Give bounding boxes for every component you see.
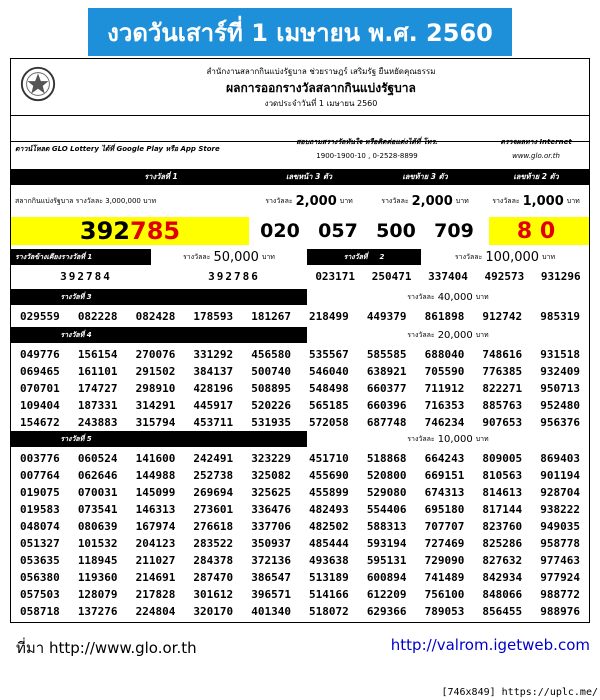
prize-number: 101532: [77, 536, 118, 550]
prize-number: 384137: [193, 364, 234, 378]
prize-number: 217828: [135, 587, 176, 601]
prize-number: 932409: [540, 364, 580, 378]
prize-number: 156154: [77, 347, 118, 361]
prize-number: 048074: [20, 519, 60, 533]
prize-number: 977924: [540, 570, 580, 584]
prize-number: 546040: [309, 364, 349, 378]
prize3-label: รางวัลที่ 3: [60, 292, 92, 301]
prize-number: 372136: [251, 553, 291, 567]
number-row: [11, 466, 589, 484]
back2-label: เลขท้าย 2 ตัว: [513, 172, 559, 181]
prize-number: 070031: [77, 485, 118, 499]
prize2-number: 931296: [540, 269, 581, 283]
front3-number-2: 057: [309, 217, 367, 245]
number-row: [11, 517, 589, 535]
number-row: [11, 413, 589, 431]
prize-number: 789053: [424, 604, 465, 618]
prize-number: 455899: [309, 485, 349, 499]
prize-number: 161101: [77, 364, 118, 378]
prize-number: 070701: [20, 381, 60, 395]
prize-number: 827632: [482, 553, 523, 567]
prize4-label: รางวัลที่ 4: [60, 330, 92, 339]
prize-number: 252738: [193, 468, 234, 482]
prize-number: 401340: [251, 604, 291, 618]
source-note: ที่มา http://www.glo.or.th: [16, 639, 197, 657]
prize-number: 612209: [366, 587, 407, 601]
prize-number: 118945: [77, 553, 118, 567]
prize-number: 154672: [20, 415, 60, 429]
prize-number: 950713: [540, 381, 580, 395]
prize-number: 242491: [193, 451, 234, 465]
prize-number: 520226: [251, 398, 291, 412]
prize-number: 928704: [540, 485, 580, 499]
prize-number: 938222: [540, 502, 580, 516]
prize-number: 062646: [77, 468, 118, 482]
number-row: [11, 551, 589, 569]
prize-number: 817144: [482, 502, 523, 516]
prize-number: 141600: [135, 451, 176, 465]
prize-number: 449379: [366, 309, 407, 323]
number-row: [11, 500, 589, 518]
side-prize-amount: รางวัลละ 50,000 บาท: [183, 249, 275, 265]
prize-number: 276618: [193, 519, 234, 533]
back3-number-2: 709: [425, 217, 483, 245]
prize-number: 287470: [193, 570, 234, 584]
prize-number: 214691: [135, 570, 176, 584]
prize-number: 716353: [424, 398, 465, 412]
prize-number: 727469: [424, 536, 465, 550]
prize-number: 825286: [482, 536, 523, 550]
internet-label: ตรวจผลทาง Internet: [500, 137, 572, 146]
prize-number: 565185: [309, 398, 349, 412]
prize-number: 988772: [540, 587, 580, 601]
prize-number: 638921: [366, 364, 407, 378]
prize-number: 298910: [135, 381, 176, 395]
prize-number: 711912: [424, 381, 465, 395]
prize-number: 529080: [366, 485, 407, 499]
lottery-result-sheet: [10, 58, 590, 623]
prize-number: 814613: [482, 485, 523, 499]
prize-number: 664243: [424, 451, 465, 465]
prize-number: 455690: [309, 468, 349, 482]
prize-number: 669151: [424, 468, 465, 482]
site-link[interactable]: http://valrom.igetweb.com: [390, 636, 590, 654]
prize-number: 729090: [424, 553, 465, 567]
prize-number: 082228: [77, 309, 118, 323]
prize2-number: 023171: [315, 269, 356, 283]
prize-number: 572058: [309, 415, 349, 429]
prize-number: 912742: [482, 309, 523, 323]
prize-number: 600894: [366, 570, 407, 584]
prize-number: 949035: [540, 519, 580, 533]
prize-number: 049776: [20, 347, 60, 361]
prize-number: 119360: [77, 570, 118, 584]
back3-number-1: 500: [367, 217, 425, 245]
prize-number: 585585: [366, 347, 407, 361]
number-row: [11, 449, 589, 467]
draw-date: งวดประจำวันที่ 1 เมษายน 2560: [264, 99, 378, 108]
number-row: [11, 379, 589, 397]
prize-number: 810563: [482, 468, 523, 482]
prize-number: 144988: [135, 468, 176, 482]
prize-number: 325625: [251, 485, 291, 499]
prize-number: 531935: [251, 415, 291, 429]
prize-number: 204123: [135, 536, 176, 550]
prize-number: 977463: [540, 553, 580, 567]
prize-number: 695180: [424, 502, 465, 516]
prize-number: 082428: [135, 309, 176, 323]
prize-number: 508895: [251, 381, 291, 395]
prize-number: 493638: [309, 553, 349, 567]
side-prize-label: รางวัลข้างเคียงรางวัลที่ 1: [11, 249, 151, 265]
prize-number: 748616: [482, 347, 523, 361]
prize-number: 167974: [135, 519, 176, 533]
prize-number: 269694: [193, 485, 234, 499]
side-number-1: 392784: [60, 269, 112, 283]
prize-number: 069465: [20, 364, 60, 378]
download-note: ดาวน์โหลด GLO Lottery ได้ที่ Google Play หรือ App Store: [15, 144, 220, 153]
prize-number: 315794: [135, 415, 176, 429]
prize-number: 687748: [366, 415, 407, 429]
prize-number: 273601: [193, 502, 234, 516]
side-number-2: 392786: [208, 269, 260, 283]
prize-number: 058718: [20, 604, 60, 618]
prize-number: 500740: [251, 364, 291, 378]
prize-number: 445917: [193, 398, 234, 412]
prize2-number: 492573: [484, 269, 525, 283]
prize-number: 848066: [482, 587, 523, 601]
prize-number: 958778: [540, 536, 580, 550]
prize-number: 019583: [20, 502, 60, 516]
prize-number: 485444: [309, 536, 349, 550]
prize-number: 822271: [482, 381, 523, 395]
prize-number: 952480: [540, 398, 580, 412]
prize1-label: รางวัลที่ 1: [144, 172, 178, 181]
prize-number: 291502: [135, 364, 176, 378]
prize-number: 137276: [77, 604, 118, 618]
prize-number: 060524: [77, 451, 118, 465]
prize-number: 518072: [309, 604, 349, 618]
prize-number: 456580: [251, 347, 291, 361]
prize-number: 178593: [193, 309, 234, 323]
prize-number: 428196: [193, 381, 234, 395]
prize-number: 451710: [309, 451, 349, 465]
number-row: [11, 602, 589, 620]
prize5-label: รางวัลที่ 5: [60, 434, 92, 443]
prize-number: 128079: [77, 587, 118, 601]
prize-number: 869403: [540, 451, 580, 465]
prize-number: 518868: [366, 451, 407, 465]
back3-amount: รางวัลละ 2,000 บาท: [381, 193, 469, 209]
prize-number: 885763: [482, 398, 523, 412]
front3-amount: รางวัลละ 2,000 บาท: [265, 193, 353, 209]
prize-number: 187331: [77, 398, 118, 412]
prize-number: 588313: [366, 519, 407, 533]
prize-number: 283522: [193, 536, 234, 550]
prize-number: 707707: [424, 519, 465, 533]
prize-number: 174727: [77, 381, 118, 395]
number-row: [11, 307, 589, 325]
page-banner: งวดวันเสาร์ที่ 1 เมษายน พ.ศ. 2560: [88, 8, 512, 56]
prize-number: 320170: [193, 604, 234, 618]
prize-number: 674313: [424, 485, 465, 499]
prize-number: 809005: [482, 451, 523, 465]
prize-number: 705590: [424, 364, 465, 378]
prize3-amount: รางวัลละ 40,000 บาท: [307, 289, 589, 305]
number-row: [11, 345, 589, 363]
front3-label: เลขหน้า 3 ตัว: [285, 172, 333, 181]
prize-number: 842934: [482, 570, 523, 584]
prize-number: 053635: [20, 553, 60, 567]
prize-number: 056380: [20, 570, 60, 584]
prize1-desc: สลากกินแบ่งรัฐบาล รางวัลละ 3,000,000 บาท: [15, 196, 157, 205]
prize-number: 741489: [424, 570, 465, 584]
prize4-amount: รางวัลละ 20,000 บาท: [307, 327, 589, 343]
prize-number: 019075: [20, 485, 60, 499]
prize-number: 007764: [20, 468, 60, 482]
watermark: [746x849] https://uplc.me/: [441, 687, 598, 698]
prize-number: 660396: [366, 398, 407, 412]
prize-number: 396571: [251, 587, 291, 601]
prize-number: 482502: [309, 519, 349, 533]
back3-label: เลขท้าย 3 ตัว: [402, 172, 448, 181]
prize-number: 988976: [540, 604, 580, 618]
prize-number: 520800: [366, 468, 407, 482]
prize-number: 301612: [193, 587, 234, 601]
prize-number: 856455: [482, 604, 523, 618]
number-row: [11, 396, 589, 414]
prize-number: 931518: [540, 347, 580, 361]
prize-number: 482493: [309, 502, 349, 516]
prize-number: 314291: [135, 398, 176, 412]
prize-number: 514166: [309, 587, 349, 601]
prize-number: 051327: [20, 536, 60, 550]
number-row: [11, 483, 589, 501]
prize-number: 688040: [424, 347, 465, 361]
prize-number: 861898: [424, 309, 465, 323]
prize2-number: 337404: [428, 269, 468, 283]
prize1-number: 392 785: [79, 217, 181, 245]
prize-number: 323229: [251, 451, 291, 465]
prize-number: 336476: [251, 502, 291, 516]
prize-number: 218499: [309, 309, 349, 323]
prize-number: 057503: [20, 587, 60, 601]
prize-number: 270076: [135, 347, 176, 361]
prize-number: 073541: [77, 502, 118, 516]
prize-number: 325082: [251, 468, 291, 482]
prize-number: 985319: [540, 309, 580, 323]
prize-number: 243883: [77, 415, 118, 429]
prize-number: 535567: [309, 347, 349, 361]
back2-amount: รางวัลละ 1,000 บาท: [492, 193, 580, 209]
prize-number: 453711: [193, 415, 234, 429]
prize-number: 003776: [20, 451, 60, 465]
prize-number: 823760: [482, 519, 523, 533]
phone-label: สอบถามสรางวัลทันใจ หรือติดต่อแต่งได้ที่ โทร.: [296, 137, 438, 146]
prize-number: 629366: [366, 604, 407, 618]
internet-url: www.glo.or.th: [512, 152, 560, 160]
prize-number: 080639: [77, 519, 118, 533]
prize-number: 181267: [251, 309, 291, 323]
number-row: [11, 362, 589, 380]
prize-number: 211027: [135, 553, 176, 567]
prize-number: 109404: [20, 398, 60, 412]
phone-numbers: 1900-1900-10 , 0-2528-8899: [316, 152, 418, 160]
number-row: [11, 585, 589, 603]
prize-number: 593194: [366, 536, 407, 550]
prize-number: 337706: [251, 519, 291, 533]
agency-line: สำนักงานสลากกินแบ่งรัฐบาล ช่วยราษฎร์ เสริมรัฐ ยืนหยัดคุณธรรม: [206, 67, 436, 76]
prize2-amount: รางวัลละ 100,000 บาท: [454, 249, 556, 265]
prize-number: 029559: [20, 309, 60, 323]
prize-number: 284378: [193, 553, 234, 567]
prize-number: 513189: [309, 570, 349, 584]
number-row: [11, 568, 589, 586]
prize-number: 224804: [135, 604, 176, 618]
prize-number: 554406: [366, 502, 407, 516]
prize-number: 776385: [482, 364, 523, 378]
prize2-number: 250471: [371, 269, 412, 283]
prize-number: 386547: [251, 570, 291, 584]
prize2-label: รางวัลที่ 2: [307, 249, 421, 265]
prize-number: 956376: [540, 415, 580, 429]
prize-number: 350937: [251, 536, 291, 550]
prize-number: 756100: [424, 587, 465, 601]
prize-number: 660377: [366, 381, 407, 395]
prize-number: 901194: [540, 468, 580, 482]
document-title: ผลการออกรางวัลสลากกินแบ่งรัฐบาล: [226, 81, 416, 95]
prize-number: 548498: [309, 381, 349, 395]
prize-number: 746234: [424, 415, 465, 429]
prize-number: 145099: [135, 485, 176, 499]
glo-emblem-icon: [19, 65, 57, 103]
back2-number: 8 0: [516, 218, 556, 244]
prize-number: 146313: [135, 502, 176, 516]
prize-number: 595131: [366, 553, 407, 567]
number-row: [11, 534, 589, 552]
prize-number: 331292: [193, 347, 234, 361]
prize2-numbers: [307, 267, 589, 285]
prize-number: 907653: [482, 415, 523, 429]
front3-number-1: 020: [251, 217, 309, 245]
prize5-amount: รางวัลละ 10,000 บาท: [307, 431, 589, 447]
